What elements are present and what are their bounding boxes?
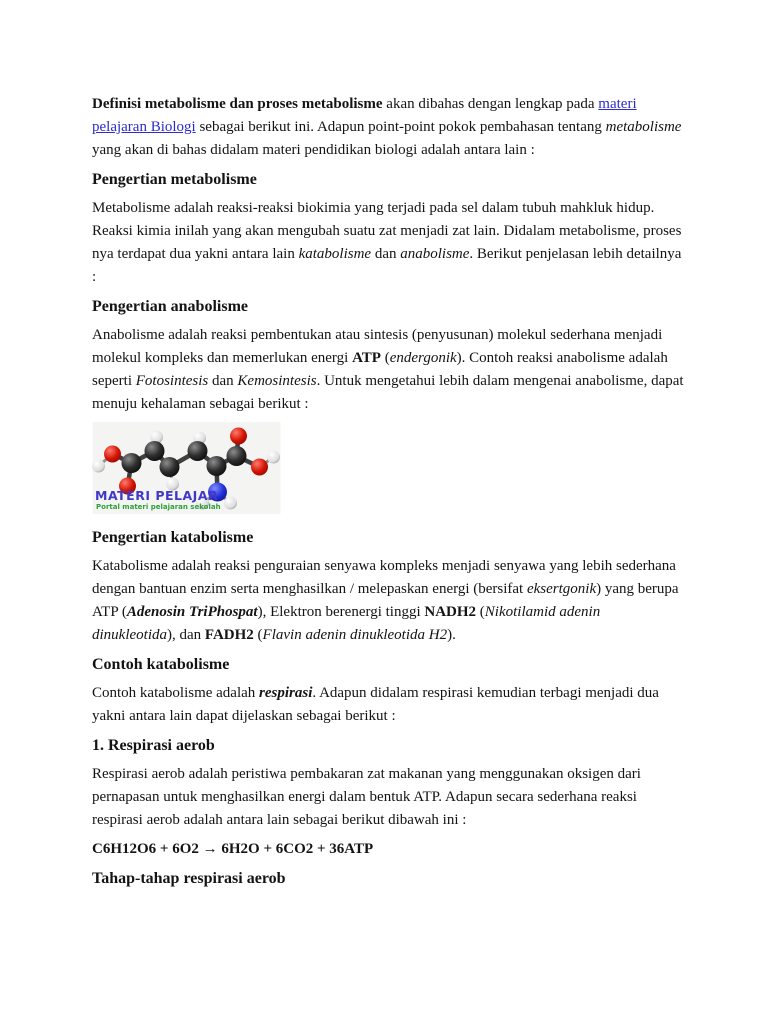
heading-pengertian-katabolisme: Pengertian katabolisme	[92, 529, 254, 546]
text-segment: ) yang berupa ATP (	[92, 581, 679, 620]
text-segment: . Berikut penjelasan lebih detailnya :	[92, 246, 682, 285]
respirasi-aerob-paragraph: Respirasi aerob adalah peristiwa pembakaran zat makanan yang menggunakan oksigen dari pernapasan untuk menghasilkan energi dalam bentuk ATP. Adapun secara sederhana reaksi respirasi aerob adalah antara lain sebagai berikut dibawah ini :	[92, 766, 641, 828]
metabolisme-italic: metabolisme	[605, 119, 682, 135]
endergonik-italic: endergonik	[389, 350, 457, 366]
intro-lead-bold: Definisi metabolisme dan proses metabolisme	[92, 96, 383, 112]
text-segment: Metabolisme adalah reaksi-reaksi biokimia yang terjadi pada sel dalam tubuh mahkluk hidup. Reaksi kimia inilah yang akan mengubah suatu zat menjadi zat lain. Didalam metabolisme, proses nya terdapat dua yakni antara lain	[92, 200, 682, 262]
text-segment: ). Contoh reaksi anabolisme adalah seperti	[92, 350, 668, 389]
text-segment: ), dan	[167, 627, 205, 643]
text-segment: ).	[447, 627, 456, 643]
text-segment: sebagai berikut ini. Adapun point-point pokok pembahasan tentang	[195, 119, 606, 135]
katabolisme-paragraph	[92, 555, 684, 647]
contoh-paragraph	[92, 682, 684, 728]
text-segment: dan	[208, 373, 238, 389]
atp-bold: ATP	[352, 350, 381, 366]
fadh2-bold: FADH2	[204, 627, 254, 643]
heading-tahap-tahap-respirasi-aerob: Tahap-tahap respirasi aerob	[92, 870, 286, 887]
text-segment: . Untuk mengetahui lebih dalam mengenai anabolisme, dapat menuju kehalaman sebagai berikut :	[92, 373, 684, 412]
watermark-subtitle: Portal materi pelajaran sekolah	[96, 503, 221, 511]
heading-contoh-katabolisme: Contoh katabolisme	[92, 656, 230, 673]
text-segment: (	[253, 627, 263, 643]
text-segment: ), Elektron berenergi tinggi	[257, 604, 425, 620]
text-segment: akan dibahas dengan lengkap pada	[382, 96, 599, 112]
respirasi-bold-italic: respirasi	[259, 685, 313, 701]
adenosin-bold-italic: Adenosin TriPhospat	[126, 604, 258, 620]
anabolisme-paragraph	[92, 324, 684, 416]
heading-respirasi-aerob: 1. Respirasi aerob	[92, 737, 215, 754]
kemosintesis-italic: Kemosintesis	[237, 373, 317, 389]
text-segment: (	[380, 350, 390, 366]
heading-pengertian-metabolisme: Pengertian metabolisme	[92, 171, 257, 188]
text-segment: (	[476, 604, 485, 620]
watermark-title: MATERI PELAJAR	[95, 488, 219, 503]
metabolisme-paragraph	[92, 197, 684, 289]
nikotilamid-italic: Nikotilamid adenin dinukleotida	[92, 604, 601, 643]
nadh2-bold: NADH2	[424, 604, 477, 620]
text-segment: Katabolisme adalah reaksi penguraian senyawa kompleks menjadi senyawa yang lebih sederhana dengan bantuan enzim serta menghasilkan / melepaskan energi (bersifat	[92, 558, 676, 597]
eksertgonik-italic: eksertgonik	[526, 581, 597, 597]
intro-paragraph	[92, 93, 684, 162]
heading-pengertian-anabolisme: Pengertian anabolisme	[92, 298, 248, 315]
materi-pelajaran-biologi-link[interactable]: materi pelajaran Biologi	[92, 96, 637, 135]
molecule-image	[92, 422, 281, 514]
text-segment: . Adapun didalam respirasi kemudian terbagi menjadi dua yakni antara lain dapat dijelaskan sebagai berikut :	[92, 685, 659, 724]
flavin-italic: Flavin adenin dinukleotida H2	[262, 627, 448, 643]
text-segment: dan	[371, 246, 401, 262]
text-segment: yang akan di bahas didalam materi pendidikan biologi adalah antara lain :	[92, 142, 535, 158]
katabolisme-italic: katabolisme	[298, 246, 372, 262]
anabolisme-italic: anabolisme	[400, 246, 470, 262]
fotosintesis-italic: Fotosintesis	[135, 373, 209, 389]
text-segment: Contoh katabolisme adalah	[92, 685, 260, 701]
respirasi-aerob-equation: C6H12O6 + 6O2 → 6H2O + 6CO2 + 36ATP	[92, 841, 374, 857]
text-segment: Anabolisme adalah reaksi pembentukan atau sintesis (penyusunan) molekul sederhana menjadi molekul kompleks dan memerlukan energi	[92, 327, 663, 366]
